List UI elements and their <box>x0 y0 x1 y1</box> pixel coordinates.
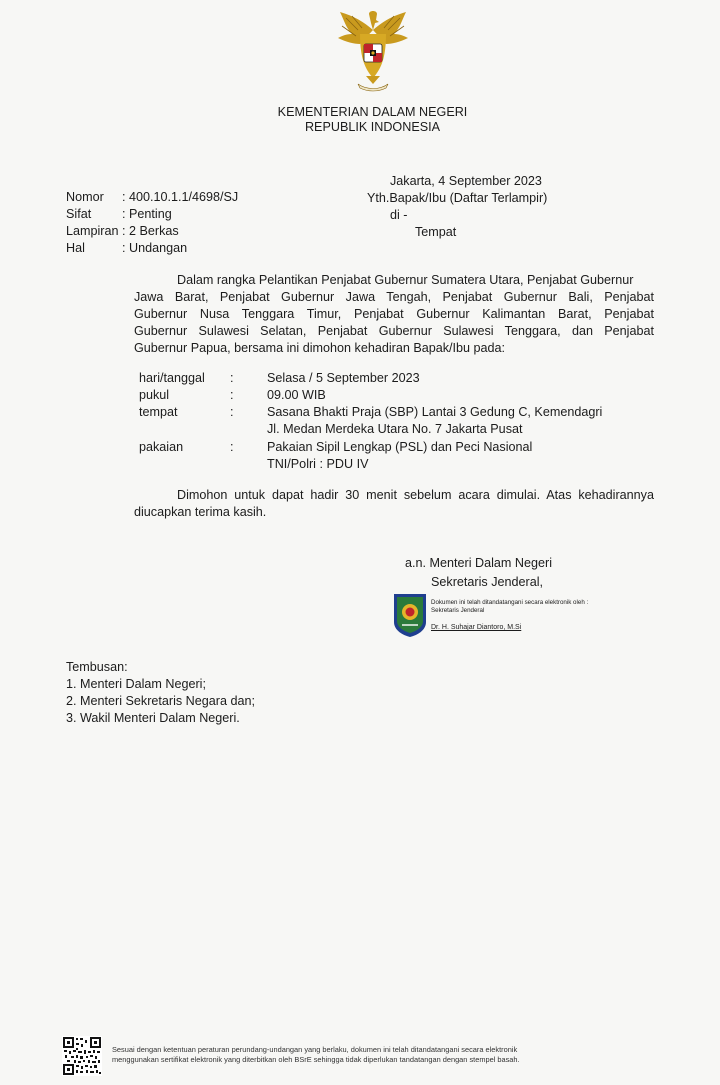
ministry-name: KEMENTERIAN DALAM NEGERI <box>277 105 468 119</box>
signature-on-behalf: a.n. Menteri Dalam Negeri <box>405 556 552 570</box>
meta-value-lampiran: : 2 Berkas <box>122 224 179 238</box>
detail-value-address: Jl. Medan Merdeka Utara No. 7 Jakarta Pusat <box>267 422 523 436</box>
cc-item: 1. Menteri Dalam Negeri; <box>66 677 206 691</box>
footer-line-2: menggunakan sertifikat elektronik yang diterbitkan oleh BSrE sehingga tidak diperlukan tandatangan dengan stempel basah. <box>112 1055 520 1064</box>
closing-line-1: Dimohon untuk dapat hadir 30 menit sebelum acara dimulai. Atas kehadirannya <box>177 488 654 502</box>
detail-label-attire: pakaian <box>139 440 184 454</box>
republic-name: REPUBLIK INDONESIA <box>304 120 441 134</box>
body-line-1: Dalam rangka Pelantikan Penjabat Gubernur Sumatera Utara, Penjabat Gubernur <box>177 273 634 287</box>
garuda-emblem-icon <box>336 8 410 92</box>
detail-value-attire-military: TNI/Polri : PDU IV <box>267 457 369 471</box>
detail-colon: : <box>230 405 234 419</box>
footer-disclaimer <box>112 1045 652 1065</box>
meta-value-nomor: : 400.10.1.1/4698/SJ <box>122 190 239 204</box>
detail-colon: : <box>230 371 234 385</box>
meta-value-sifat: : Penting <box>122 207 172 221</box>
meta-label-hal: Hal <box>66 241 85 255</box>
detail-value-time: 09.00 WIB <box>267 388 326 402</box>
signer-name: Dr. H. Suhajar Diantoro, M.Si <box>431 624 522 631</box>
cc-title: Tembusan: <box>66 660 128 674</box>
body-line-4: Gubernur Sulawesi Selatan, Penjabat Gubernur Sulawesi Tenggara, dan Penjabat <box>134 324 654 338</box>
addressee-di: di - <box>390 208 408 222</box>
body-line-3: Gubernur Nusa Tenggara Timur, Penjabat Gubernur Kalimantan Barat, Penjabat <box>134 307 654 321</box>
detail-label-date: hari/tanggal <box>139 371 205 385</box>
footer-line-1: Sesuai dengan ketentuan peraturan perundang-undangan yang berlaku, dokumen ini telah ditandatangani secara elektronik <box>112 1045 518 1054</box>
detail-label-time: pukul <box>139 388 170 402</box>
meta-value-hal: : Undangan <box>122 241 188 255</box>
cc-item: 2. Menteri Sekretaris Negara dan; <box>66 694 255 708</box>
detail-value-attire: Pakaian Sipil Lengkap (PSL) dan Peci Nasional <box>267 440 533 454</box>
kemendagri-logo-icon <box>392 592 428 638</box>
closing-line-2: diucapkan terima kasih. <box>134 505 267 519</box>
meta-label-lampiran: Lampiran <box>66 224 119 238</box>
addressee-place: Tempat <box>415 225 457 239</box>
body-line-2: Jawa Barat, Penjabat Gubernur Jawa Tengah, Penjabat Gubernur Bali, Penjabat <box>134 290 654 304</box>
addressee-line: Yth.Bapak/Ibu (Daftar Terlampir) <box>367 191 548 205</box>
qr-code-icon <box>62 1036 102 1076</box>
detail-value-place: Sasana Bhakti Praja (SBP) Lantai 3 Gedung C, Kemendagri <box>267 405 603 419</box>
detail-label-place: tempat <box>139 405 178 419</box>
meta-label-nomor: Nomor <box>66 190 104 204</box>
detail-colon: : <box>230 440 234 454</box>
meta-label-sifat: Sifat <box>66 207 92 221</box>
esign-note-2: Sekretaris Jenderal <box>431 607 485 614</box>
esign-note-1: Dokumen ini telah ditandatangani secara elektronik oleh : <box>431 599 589 606</box>
letter-date: Jakarta, 4 September 2023 <box>390 174 542 188</box>
detail-value-date: Selasa / 5 September 2023 <box>267 371 420 385</box>
body-line-5: Gubernur Papua, bersama ini dimohon kehadiran Bapak/Ibu pada: <box>134 341 506 355</box>
cc-item: 3. Wakil Menteri Dalam Negeri. <box>66 711 240 725</box>
detail-colon: : <box>230 388 234 402</box>
signature-position: Sekretaris Jenderal, <box>431 575 543 589</box>
